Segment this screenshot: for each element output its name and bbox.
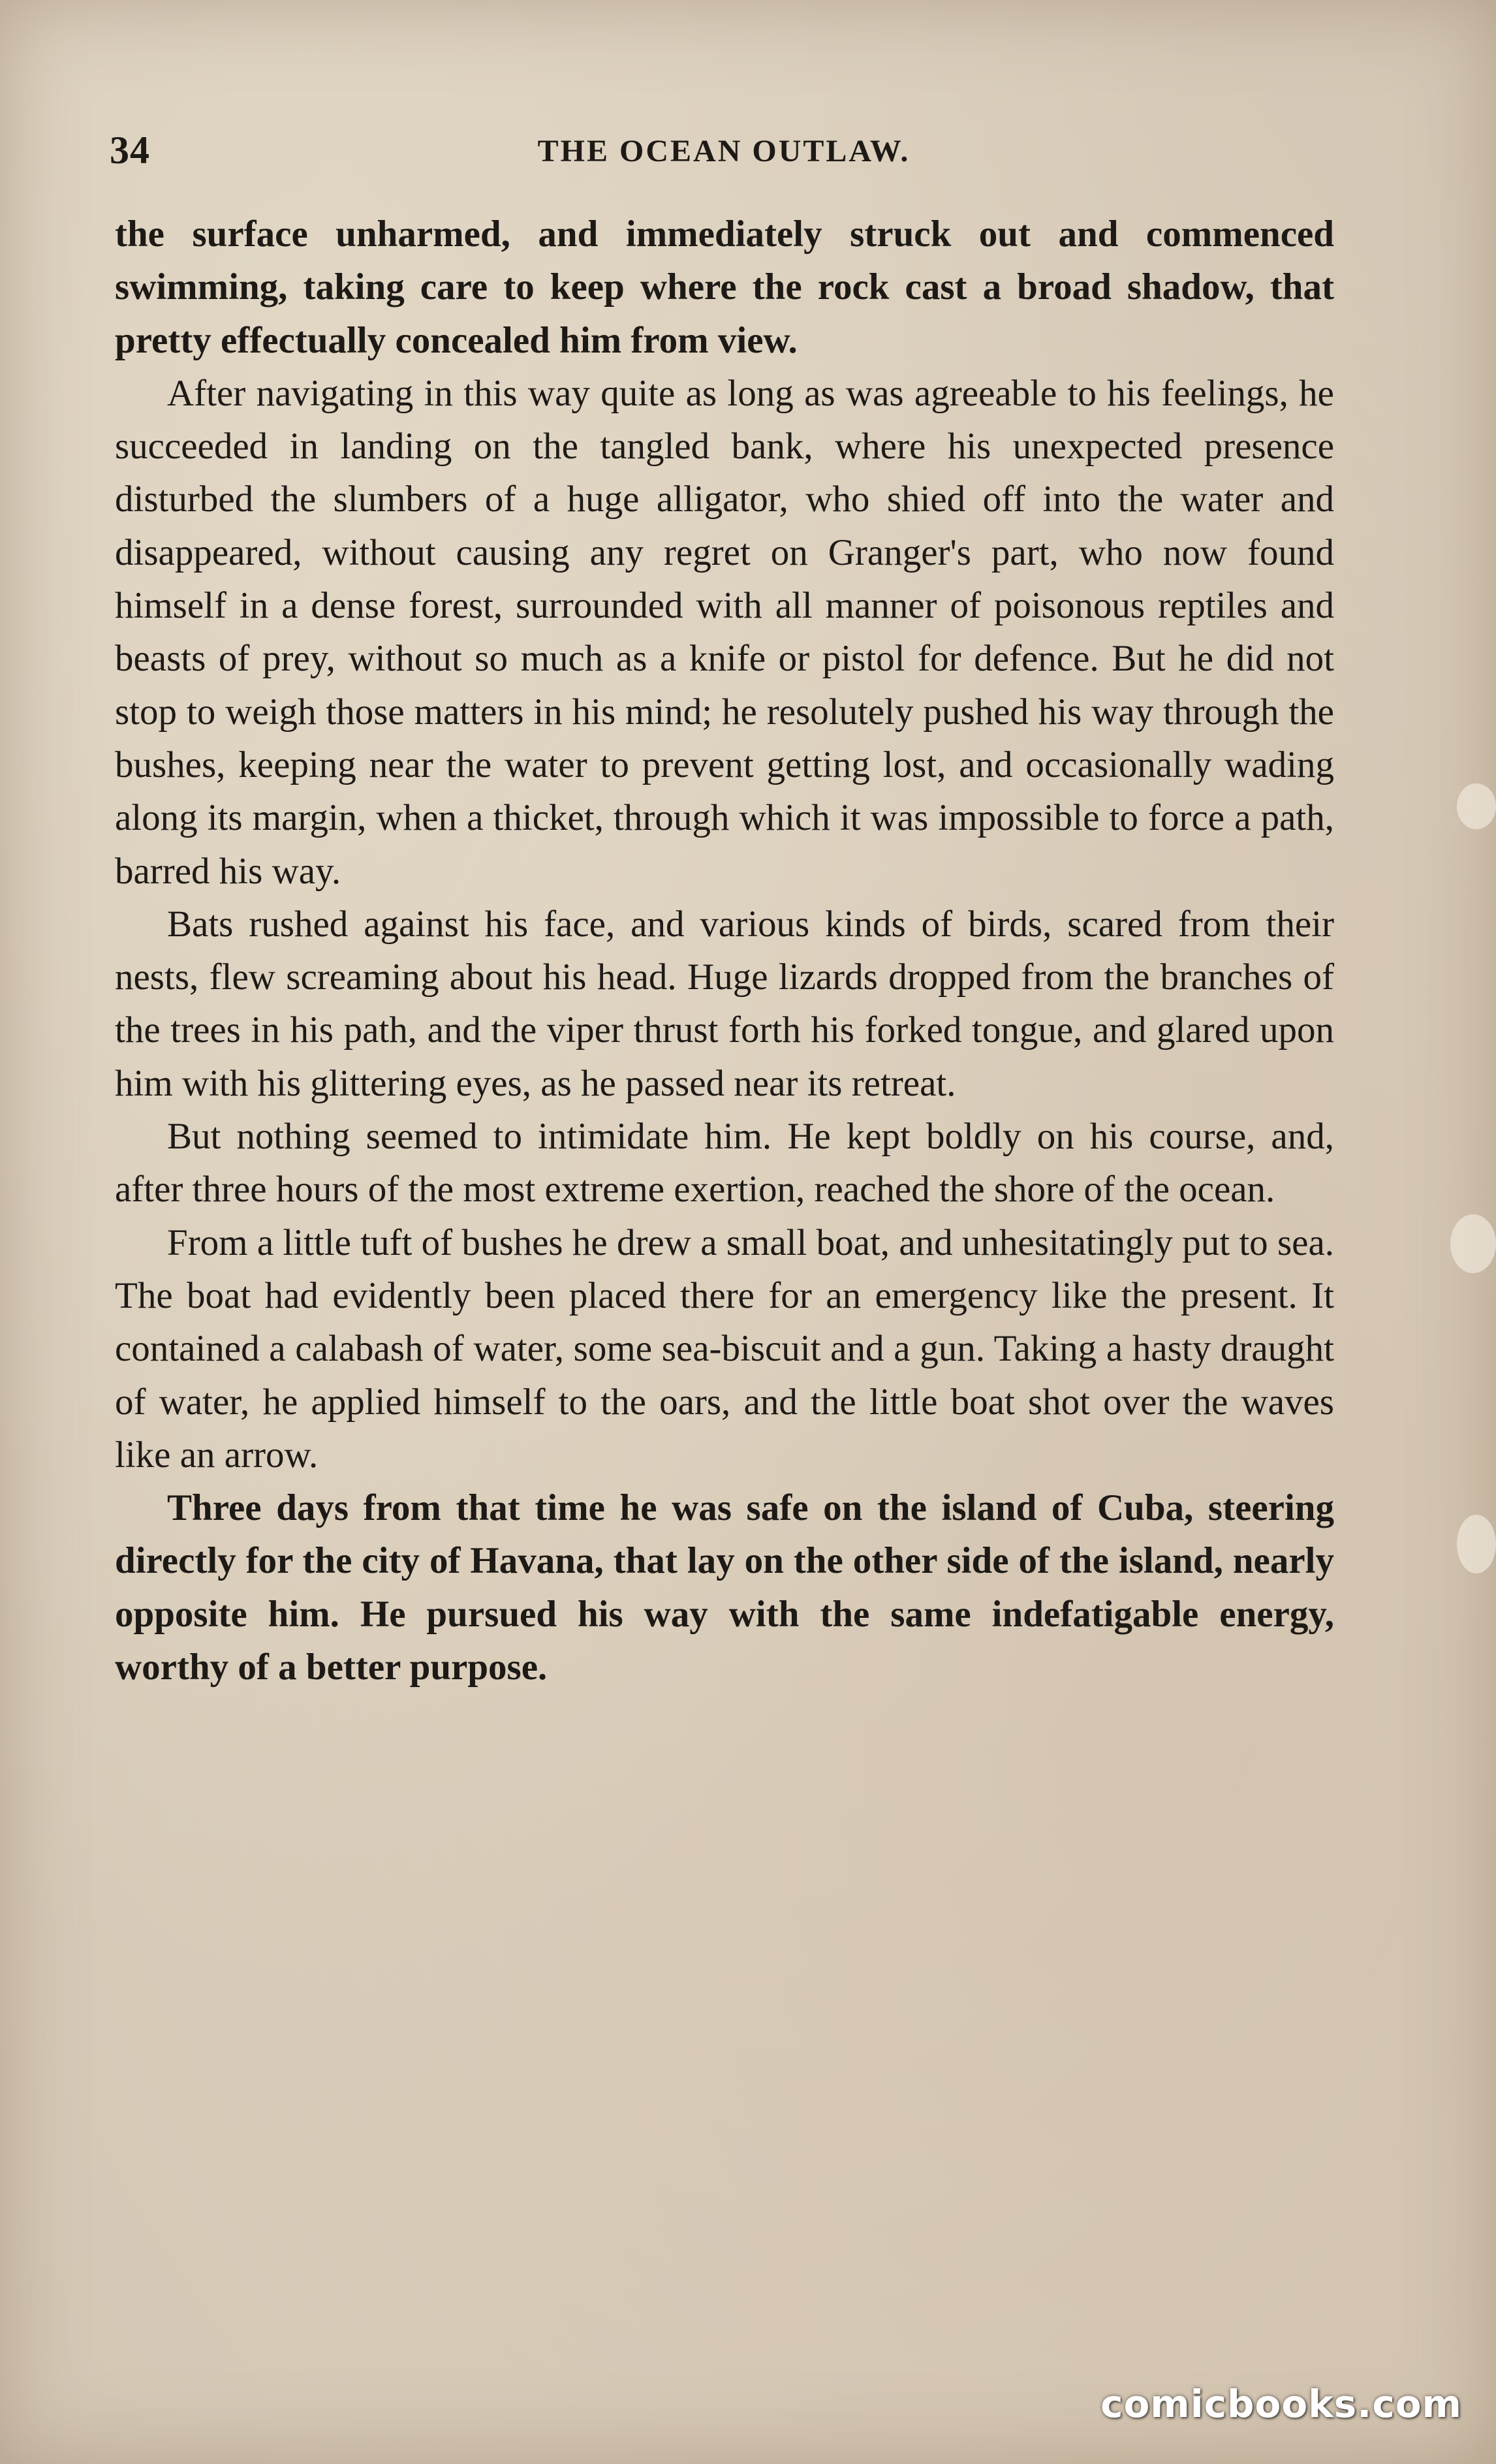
paragraph: After navigating in this way quite as long as was agreeable to his feelings, he succeeded in landing on the tangled bank, where his unexpected presence disturbed the slumbers of a huge alligator, who shied off into the water and disappeared, without causing any regret on Granger's part, who now found himself in a dense forest, surrounded with all manner of poisonous reptiles and beasts of prey, without so much as a knife or pistol for defence. But he did not stop to weigh those matters in his mind; he resolutely pushed his way through the bushes, keeping near the water to prevent getting lost, and occasionally wading along its margin, when a thicket, through which it was impossible to force a path, barred his way. [115, 372, 1334, 892]
page-header [110, 128, 1338, 174]
paragraph: the surface unharmed, and immediately struck out and commenced swimming, taking care to keep where the rock cast a broad shadow, that pretty effectually concealed him from view. [115, 213, 1334, 361]
paragraph: From a little tuft of bushes he drew a small boat, and unhesitatingly put to sea. The boat had evidently been placed there for an emergency like the present. It contained a calabash of water, some sea-biscuit and a gun. Taking a hasty draught of water, he applied himself to the oars, and the little boat shot over the waves like an arrow. [115, 1222, 1334, 1476]
paper-stain [1457, 1515, 1496, 1573]
paragraph: Bats rushed against his face, and various kinds of birds, scared from their nests, flew screaming about his head. Huge lizards dropped from the branches of the trees in his path, and the viper thrust forth his forked tongue, and glared upon him with his glittering eyes, as he passed near its retreat. [115, 903, 1334, 1104]
paragraph: But nothing seemed to intimidate him. He kept boldly on his course, and, after three hours of the most extreme exertion, reached the shore of the ocean. [115, 1116, 1334, 1210]
page-number: 34 [110, 129, 150, 172]
watermark: comicbooks.com [1100, 2382, 1462, 2426]
running-head: THE OCEAN OUTLAW. [537, 134, 911, 168]
body-text [115, 208, 1334, 1694]
paper-stain [1457, 783, 1496, 829]
paper-stain [1450, 1214, 1496, 1273]
paragraph: Three days from that time he was safe on the island of Cuba, steering directly for the city of Havana, that lay on the other side of the island, nearly opposite him. He pursued his way with the same indefatigable energy, worthy of a better purpose. [115, 1487, 1334, 1688]
